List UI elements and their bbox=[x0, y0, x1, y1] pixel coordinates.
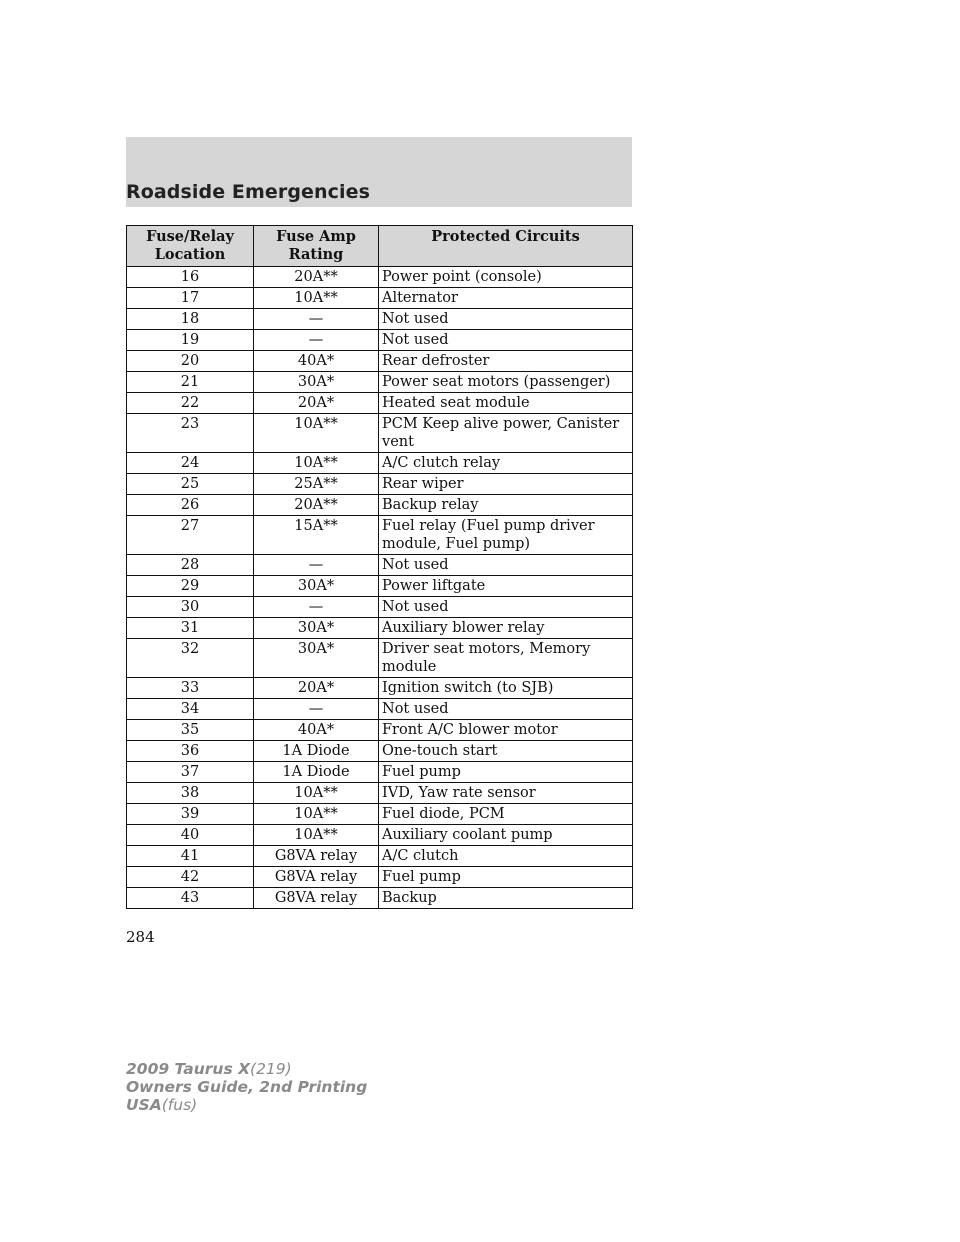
cell-amp: G8VA relay bbox=[254, 867, 379, 888]
table-row bbox=[127, 639, 633, 678]
cell-location: 26 bbox=[127, 495, 254, 516]
table-row bbox=[127, 288, 633, 309]
cell-circuit: Not used bbox=[379, 699, 633, 720]
cell-amp: G8VA relay bbox=[254, 846, 379, 867]
header-location: Fuse/Relay Location bbox=[127, 226, 254, 267]
cell-circuit: Front A/C blower motor bbox=[379, 720, 633, 741]
cell-circuit: Auxiliary coolant pump bbox=[379, 825, 633, 846]
cell-amp: 1A Diode bbox=[254, 762, 379, 783]
footer-line-2 bbox=[126, 1078, 367, 1096]
cell-amp: 10A** bbox=[254, 804, 379, 825]
cell-amp: 10A** bbox=[254, 825, 379, 846]
cell-amp: 40A* bbox=[254, 720, 379, 741]
cell-amp: 15A** bbox=[254, 516, 379, 555]
cell-location: 31 bbox=[127, 618, 254, 639]
footer-printing: Owners Guide, 2nd Printing bbox=[126, 1078, 368, 1096]
cell-location: 38 bbox=[127, 783, 254, 804]
cell-amp: — bbox=[254, 330, 379, 351]
table-row bbox=[127, 804, 633, 825]
cell-circuit: Heated seat module bbox=[379, 393, 633, 414]
cell-amp: 10A** bbox=[254, 288, 379, 309]
cell-circuit: Not used bbox=[379, 597, 633, 618]
cell-location: 24 bbox=[127, 453, 254, 474]
cell-location: 28 bbox=[127, 555, 254, 576]
cell-circuit: Ignition switch (to SJB) bbox=[379, 678, 633, 699]
cell-location: 19 bbox=[127, 330, 254, 351]
header-amp-rating: Fuse Amp Rating bbox=[254, 226, 379, 267]
cell-circuit: Auxiliary blower relay bbox=[379, 618, 633, 639]
cell-circuit: Rear defroster bbox=[379, 351, 633, 372]
table-row bbox=[127, 888, 633, 909]
cell-circuit: Fuel diode, PCM bbox=[379, 804, 633, 825]
table-row bbox=[127, 678, 633, 699]
cell-amp: 10A** bbox=[254, 414, 379, 453]
cell-circuit: Fuel pump bbox=[379, 762, 633, 783]
cell-location: 37 bbox=[127, 762, 254, 783]
cell-circuit: Alternator bbox=[379, 288, 633, 309]
cell-location: 30 bbox=[127, 597, 254, 618]
cell-amp: — bbox=[254, 555, 379, 576]
fuse-table bbox=[126, 225, 633, 909]
footer-market: USA bbox=[126, 1096, 162, 1114]
cell-amp: 20A* bbox=[254, 678, 379, 699]
cell-circuit: Power seat motors (passenger) bbox=[379, 372, 633, 393]
cell-amp: 30A* bbox=[254, 372, 379, 393]
cell-circuit: IVD, Yaw rate sensor bbox=[379, 783, 633, 804]
cell-location: 33 bbox=[127, 678, 254, 699]
table-row bbox=[127, 576, 633, 597]
table-row bbox=[127, 309, 633, 330]
table-row bbox=[127, 516, 633, 555]
cell-location: 36 bbox=[127, 741, 254, 762]
footer-model: 2009 Taurus X bbox=[126, 1060, 251, 1078]
cell-location: 18 bbox=[127, 309, 254, 330]
cell-amp: 10A** bbox=[254, 453, 379, 474]
cell-amp: 20A** bbox=[254, 495, 379, 516]
header-protected-circuits: Protected Circuits bbox=[379, 226, 633, 267]
cell-location: 20 bbox=[127, 351, 254, 372]
cell-circuit: Fuel relay (Fuel pump driver module, Fuel pump) bbox=[379, 516, 633, 555]
table-row bbox=[127, 267, 633, 288]
cell-location: 34 bbox=[127, 699, 254, 720]
cell-circuit: Fuel pump bbox=[379, 867, 633, 888]
table-row bbox=[127, 741, 633, 762]
cell-amp: 40A* bbox=[254, 351, 379, 372]
table-row bbox=[127, 453, 633, 474]
cell-circuit: Not used bbox=[379, 330, 633, 351]
table-row bbox=[127, 783, 633, 804]
cell-location: 27 bbox=[127, 516, 254, 555]
cell-amp: 1A Diode bbox=[254, 741, 379, 762]
section-title: Roadside Emergencies bbox=[126, 181, 371, 203]
cell-location: 16 bbox=[127, 267, 254, 288]
cell-circuit: Backup relay bbox=[379, 495, 633, 516]
cell-amp: 20A* bbox=[254, 393, 379, 414]
cell-circuit: One-touch start bbox=[379, 741, 633, 762]
cell-amp: 20A** bbox=[254, 267, 379, 288]
table-row bbox=[127, 846, 633, 867]
cell-location: 43 bbox=[127, 888, 254, 909]
table-row bbox=[127, 597, 633, 618]
table-row bbox=[127, 474, 633, 495]
cell-circuit: Driver seat motors, Memory module bbox=[379, 639, 633, 678]
section-header bbox=[126, 137, 632, 207]
cell-circuit: Power liftgate bbox=[379, 576, 633, 597]
cell-location: 23 bbox=[127, 414, 254, 453]
table-row bbox=[127, 414, 633, 453]
cell-location: 22 bbox=[127, 393, 254, 414]
footer-line-1 bbox=[126, 1060, 367, 1078]
table-row bbox=[127, 372, 633, 393]
page-number: 284 bbox=[126, 928, 155, 946]
cell-circuit: A/C clutch relay bbox=[379, 453, 633, 474]
cell-location: 25 bbox=[127, 474, 254, 495]
cell-location: 42 bbox=[127, 867, 254, 888]
table-row bbox=[127, 495, 633, 516]
cell-location: 40 bbox=[127, 825, 254, 846]
cell-amp: 30A* bbox=[254, 618, 379, 639]
footer-model-code: (219) bbox=[250, 1060, 292, 1078]
cell-circuit: PCM Keep alive power, Canister vent bbox=[379, 414, 633, 453]
cell-amp: 30A* bbox=[254, 639, 379, 678]
cell-circuit: Not used bbox=[379, 555, 633, 576]
footer-line-3 bbox=[126, 1096, 367, 1114]
table-row bbox=[127, 825, 633, 846]
cell-circuit: Backup bbox=[379, 888, 633, 909]
table-row bbox=[127, 699, 633, 720]
cell-amp: 30A* bbox=[254, 576, 379, 597]
table-row bbox=[127, 393, 633, 414]
cell-amp: G8VA relay bbox=[254, 888, 379, 909]
cell-location: 41 bbox=[127, 846, 254, 867]
footer-market-code: (fus) bbox=[161, 1096, 198, 1114]
cell-location: 35 bbox=[127, 720, 254, 741]
cell-circuit: Power point (console) bbox=[379, 267, 633, 288]
table-row bbox=[127, 618, 633, 639]
cell-amp: — bbox=[254, 597, 379, 618]
cell-location: 32 bbox=[127, 639, 254, 678]
table-row bbox=[127, 330, 633, 351]
cell-location: 21 bbox=[127, 372, 254, 393]
cell-circuit: A/C clutch bbox=[379, 846, 633, 867]
cell-amp: — bbox=[254, 699, 379, 720]
table-row bbox=[127, 555, 633, 576]
cell-circuit: Not used bbox=[379, 309, 633, 330]
table-row bbox=[127, 351, 633, 372]
cell-amp: — bbox=[254, 309, 379, 330]
table-header-row bbox=[127, 226, 633, 267]
cell-circuit: Rear wiper bbox=[379, 474, 633, 495]
table-row bbox=[127, 720, 633, 741]
table-row bbox=[127, 867, 633, 888]
cell-amp: 25A** bbox=[254, 474, 379, 495]
cell-location: 29 bbox=[127, 576, 254, 597]
footer bbox=[126, 1060, 367, 1114]
cell-amp: 10A** bbox=[254, 783, 379, 804]
table-row bbox=[127, 762, 633, 783]
cell-location: 39 bbox=[127, 804, 254, 825]
cell-location: 17 bbox=[127, 288, 254, 309]
